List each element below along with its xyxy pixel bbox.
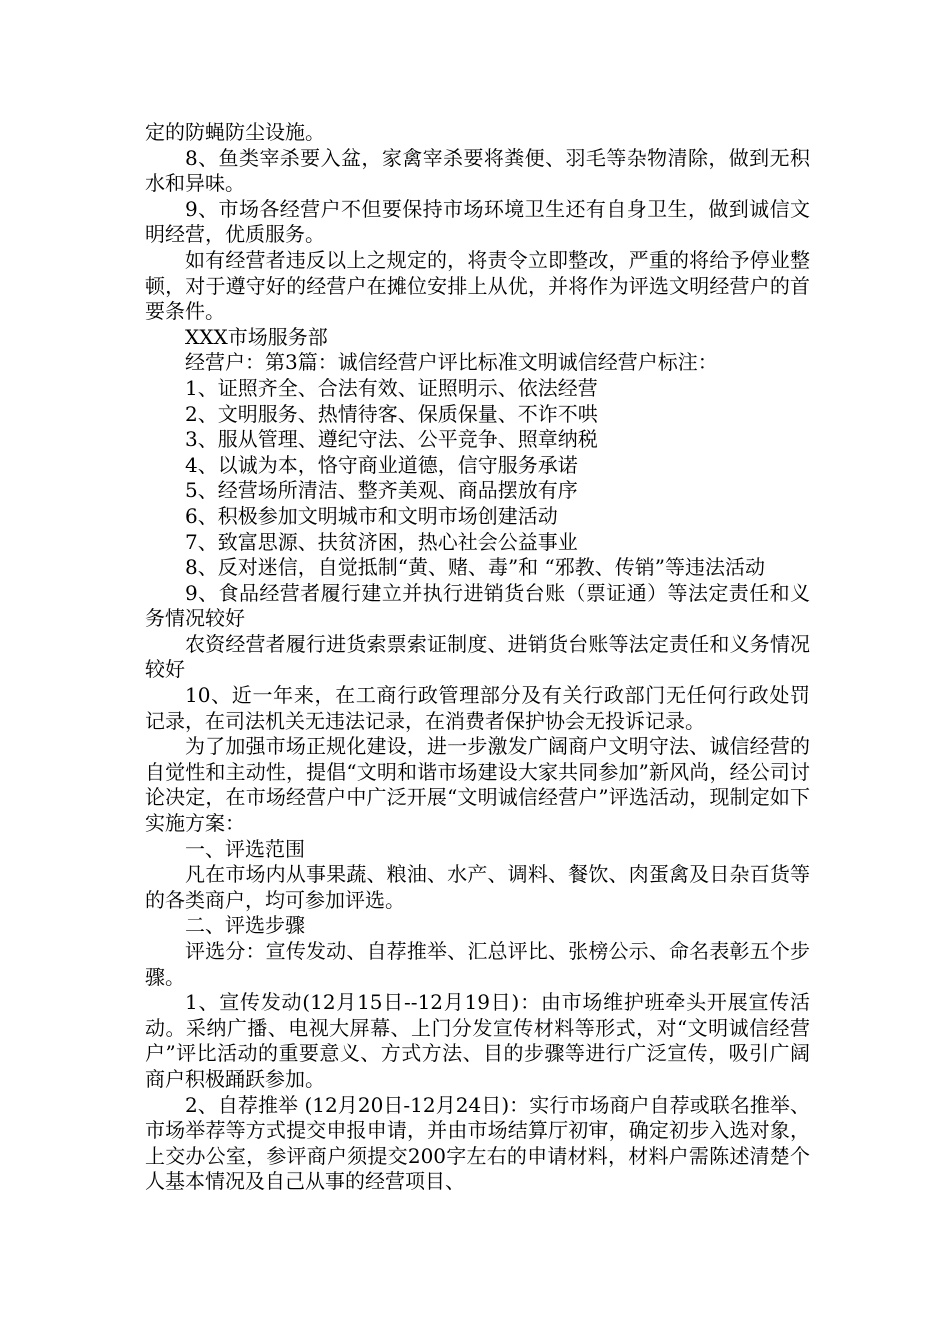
paragraph-14: 8、反对迷信，自觉抵制“黄、赌、毒”和 “邪教、传销”等违法活动 xyxy=(185,555,765,580)
paragraph-8: 2、文明服务、热情待客、保质保量、不诈不哄 xyxy=(185,401,598,426)
paragraph-1: 定的防蝇防尘设施。 xyxy=(145,120,325,144)
paragraph-3: 9、市场各经营户不但要保持市场环境卫生还有自身卫生，做到诚信文明经营，优质服务。 xyxy=(145,196,810,247)
paragraph-17: 10、近一年来，在工商行政管理部分及有关行政部门无任何行政处罚记录，在司法机关无违法记录，在消费者保护协会无投诉记录。 xyxy=(145,683,810,733)
paragraph-5: XXX市场服务部 xyxy=(185,324,328,349)
paragraph-15: 9、食品经营者履行建立并执行进销货台账（票证通）等法定责任和义务情况较好 xyxy=(145,580,810,631)
paragraph-22: 评选分：宣传发动、自荐推举、汇总评比、张榜公示、命名表彰五个步骤。 xyxy=(145,939,810,989)
document-page xyxy=(145,120,810,1195)
paragraph-18: 为了加强市场正规化建设，进一步激发广阔商户文明守法、诚信经营的自觉性和主动性，提倡“文明和谐市场建设大家共同参加”新风尚，经公司讨论决定，在市场经营户中广泛开展“文明诚信经营户”评选活动，现制定如下实施方案： xyxy=(145,734,810,836)
paragraph-4: 如有经营者违反以上之规定的，将责令立即整改，严重的将给予停业整顿，对于遵守好的经营户在摊位安排上从优，并将作为评选文明经营户的首要条件。 xyxy=(145,247,810,324)
paragraph-16: 农资经营者履行进货索票索证制度、进销货台账等法定责任和义务情况较好 xyxy=(145,631,810,682)
paragraph-13: 7、致富思源、扶贫济困，热心社会公益事业 xyxy=(185,529,578,554)
paragraph-6: 经营户：第3篇：诚信经营户评比标准文明诚信经营户标注： xyxy=(185,350,718,375)
paragraph-7: 1、证照齐全、合法有效、证照明示、依法经营 xyxy=(185,375,598,400)
paragraph-21: 二、评选步骤 xyxy=(185,913,305,938)
paragraph-12: 6、积极参加文明城市和文明市场创建活动 xyxy=(185,503,558,528)
paragraph-20: 凡在市场内从事果蔬、粮油、水产、调料、餐饮、肉蛋禽及日杂百货等的各类商户，均可参加评选。 xyxy=(145,862,810,912)
paragraph-11: 5、经营场所清洁、整齐美观、商品摆放有序 xyxy=(185,478,578,503)
paragraph-19: 一、评选范围 xyxy=(185,836,305,861)
paragraph-10: 4、以诚为本，恪守商业道德，信守服务承诺 xyxy=(185,452,578,477)
paragraph-9: 3、服从管理、遵纪守法、公平竞争、照章纳税 xyxy=(185,427,598,452)
paragraph-23: 1、宣传发动(12月15日--12月19日)：由市场维护班牵头开展宣传活动。采纳广播、电视大屏幕、上门分发宣传材料等形式，对“文明诚信经营户”评比活动的重要意义、方式方法、目的步骤等进行广泛宣传，吸引广阔商户积极踊跃参加。 xyxy=(145,990,810,1091)
paragraph-2: 8、鱼类宰杀要入盆，家禽宰杀要将粪便、羽毛等杂物清除，做到无积水和异味。 xyxy=(145,145,810,196)
paragraph-24: 2、自荐推举 (12月20日-12月24日)：实行市场商户自荐或联名推举、市场举荐等方式提交申报申请，并由市场结算厅初审，确定初步入选对象，上交办公室，参评商户须提交200字左右的申请材料，材料户需陈述清楚个人基本情况及自己从事的经营项目、 xyxy=(145,1092,810,1194)
